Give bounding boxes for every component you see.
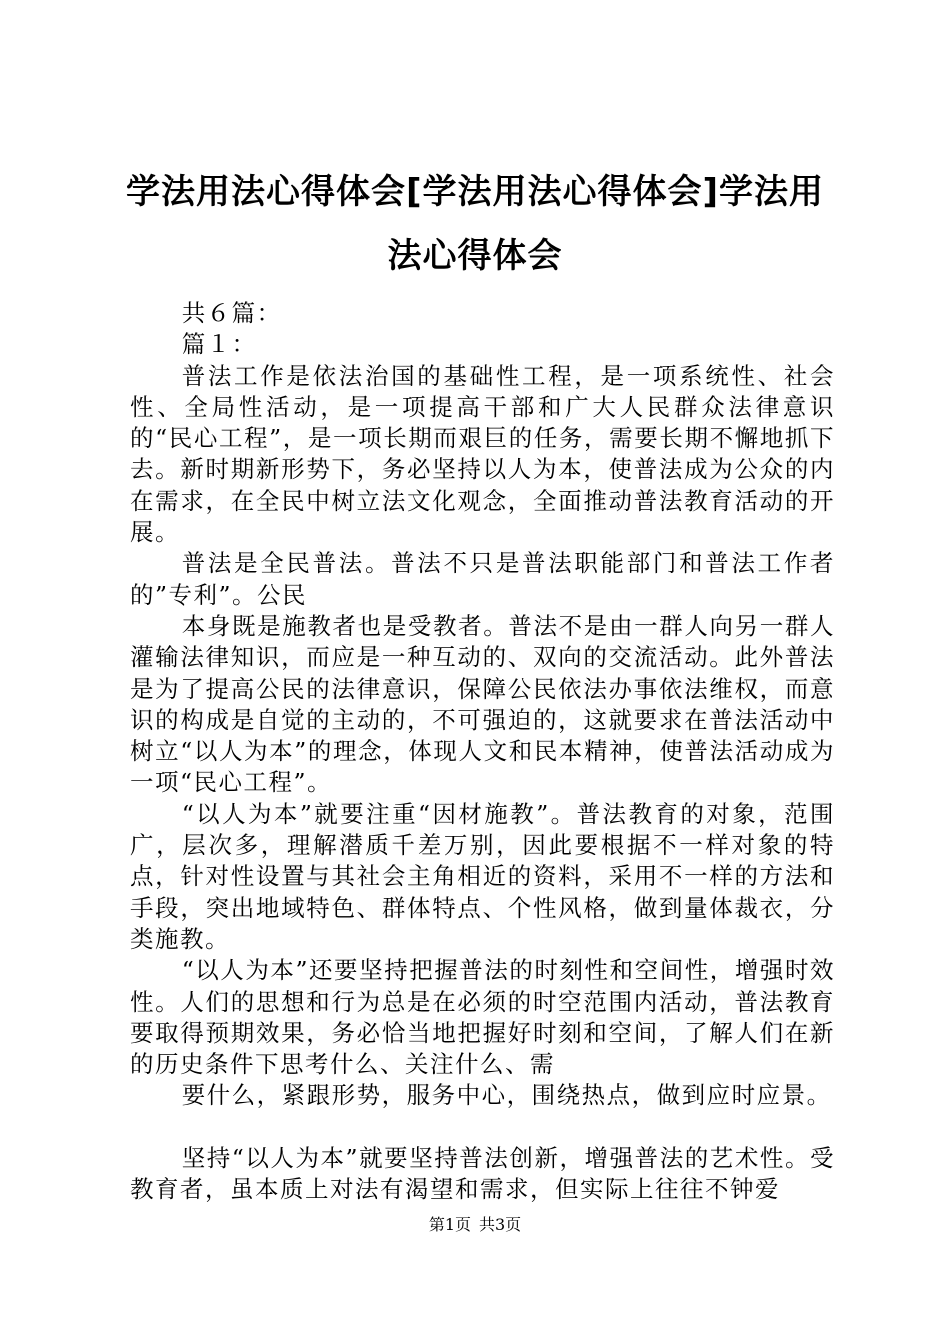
page-number: 第1页	[428, 1215, 471, 1234]
body-paragraph: 普法是全民普法。普法不只是普法职能部门和普法工作者的”专利”。公民	[130, 549, 835, 609]
body-paragraph: “以人为本”就要注重“因材施教”。普法教育的对象，范围广，层次多，理解潜质千差万别，因此要根据不一样对象的特点，针对性设置与其社会主角相近的资料，采用不一样的方法和手段，突出地域特色、群体特点、个性风格，做到量体裁衣，分类施教。	[130, 799, 835, 953]
page-total: 共3页	[479, 1215, 522, 1234]
body-paragraph: “以人为本”还要坚持把握普法的时刻性和空间性，增强时效性。人们的思想和行为总是在必须的时空范围内活动，普法教育要取得预期效果，务必恰当地把握好时刻和空间，了解人们在新的历史条件下思考什么、关注什么、需	[130, 956, 835, 1079]
article-label: 篇１：	[181, 330, 257, 359]
paragraph-gap	[130, 1112, 835, 1143]
body-paragraph: 坚持“以人为本”就要坚持普法创新，增强普法的艺术性。受教育者，虽本质上对法有渴望和需求，但实际上往往不钟爱	[130, 1143, 835, 1204]
article-count: 共６篇：	[181, 299, 282, 327]
document-body	[130, 298, 835, 1205]
body-paragraph: 要什么，紧跟形势，服务中心，围绕热点，做到应时应景。	[181, 1081, 832, 1110]
body-paragraph: 本身既是施教者也是受教者。普法不是由一群人向另一群人灌输法律知识，而应是一种互动的、双向的交流活动。此外普法是为了提高公民的法律意识，保障公民依法办事依法维权，而意识的构成是自觉的主动的，不可强迫的，这就要求在普法活动中树立“以人为本”的理念，体现人文和民本精神，使普法活动成为一项“民心工程”。	[130, 611, 835, 797]
body-paragraph: 普法工作是依法治国的基础性工程，是一项系统性、社会性、全局性活动，是一项提高干部和广大人民群众法律意识的“民心工程”，是一项长期而艰巨的任务，需要长期不懈地抓下去。新时期新形势下，务必坚持以人为本，使普法成为公众的内在需求，在全民中树立法文化观念，全面推动普法教育活动的开展。	[130, 361, 835, 547]
page-footer	[0, 1214, 950, 1236]
document-title: 学法用法心得体会[学法用法心得体会]学法用法心得体会	[125, 172, 825, 276]
